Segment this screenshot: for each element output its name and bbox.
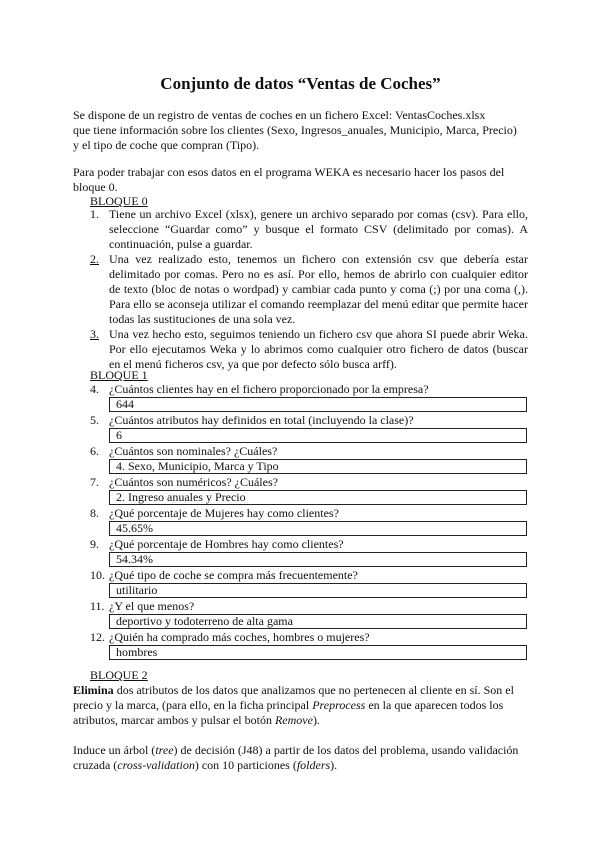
- bloque2-content: [73, 683, 528, 773]
- answer-box[interactable]: 2. Ingreso anuales y Precio: [109, 490, 527, 505]
- italic-term: Remove: [274, 713, 313, 727]
- answer-box[interactable]: 4. Sexo, Municipio, Marca y Tipo: [109, 459, 527, 474]
- question-number: 11.: [90, 599, 105, 613]
- question-number: 9.: [90, 537, 99, 551]
- bloque0-title: BLOQUE 0: [90, 194, 148, 208]
- answer-box[interactable]: 644: [109, 397, 527, 412]
- question-item: [73, 599, 528, 629]
- italic-term: tree: [155, 743, 174, 757]
- intro-line: que tiene información sobre los clientes (Sexo, Ingresos_anuales, Municipio, Marca, Precio): [73, 123, 517, 137]
- bold-keyword: Elimina: [73, 683, 114, 697]
- text-run: dos atributos de los datos que analizamos que no pertenecen al cliente en sí. Son el precio y la marca, (para ello, en la ficha principal: [73, 683, 514, 712]
- intro-paragraph-2: [73, 165, 504, 195]
- question-text: ¿Quién ha comprado más coches, hombres o mujeres?: [109, 630, 370, 644]
- step-text: Tiene un archivo Excel (xlsx), genere un archivo separado por comas (csv). Para ello, seleccione “Guardar como” y busque el formato CSV (delimitado por comas). A continuación, pulse a guardar.: [109, 207, 528, 251]
- text-run: ) de decisión (J48) a partir de los datos del problema, usando validación cruzada (: [73, 743, 519, 772]
- question-text: ¿Qué porcentaje de Mujeres hay como clientes?: [109, 506, 339, 520]
- question-text: ¿Qué tipo de coche se compra más frecuentemente?: [109, 568, 358, 582]
- question-text: ¿Qué porcentaje de Hombres hay como clientes?: [109, 537, 344, 551]
- question-item: [73, 568, 528, 598]
- question-number: 10.: [90, 568, 105, 582]
- intro-line: Se dispone de un registro de ventas de coches en un fichero Excel: VentasCoches.xlsx: [73, 108, 486, 122]
- question-item: [73, 506, 528, 536]
- step-number: 3.: [90, 327, 99, 341]
- question-text: ¿Cuántos clientes hay en el fichero proporcionado por la empresa?: [109, 382, 429, 396]
- question-number: 4.: [90, 382, 99, 396]
- step-text: Una vez realizado esto, tenemos un fichero con extensión csv que debería estar delimitado por comas. Pero no es así. Por ello, hemos de abrirlo con cualquier editor de texto (bloc de notas o wordpad) y cambiar cada punto y coma (;) por una coma (,). Para ello se aconseja utilizar el comando reemplazar del menú editar que permite hacer todas las sustituciones de una sola vez.: [109, 252, 528, 326]
- italic-term: Preprocess: [312, 698, 366, 712]
- question-text: ¿Cuántos atributos hay definidos en total (incluyendo la clase)?: [109, 413, 414, 427]
- question-item: [73, 537, 528, 567]
- answer-box[interactable]: 6: [109, 428, 527, 443]
- intro-line: bloque 0.: [73, 180, 118, 194]
- bloque2-title: BLOQUE 2: [90, 668, 148, 682]
- question-item: [73, 630, 528, 660]
- bloque1-title: BLOQUE 1: [90, 368, 148, 382]
- answer-box[interactable]: hombres: [109, 645, 527, 660]
- bloque1-questions: [73, 382, 528, 661]
- question-text: ¿Cuántos son numéricos? ¿Cuáles?: [109, 475, 278, 489]
- text-run: ) con 10 particiones (: [194, 758, 297, 772]
- italic-term: folders: [296, 758, 331, 772]
- answer-box[interactable]: deportivo y todoterreno de alta gama: [109, 614, 527, 629]
- question-item: [73, 382, 528, 412]
- answer-box[interactable]: 54.34%: [109, 552, 527, 567]
- question-item: [73, 413, 528, 443]
- question-number: 12.: [90, 630, 105, 644]
- answer-box[interactable]: 45.65%: [109, 521, 527, 536]
- question-number: 5.: [90, 413, 99, 427]
- step-item: [73, 207, 528, 252]
- question-text: ¿Y el que menos?: [109, 599, 195, 613]
- text-run: en la que aparecen todos los atributos, marcar ambos y pulsar el botón: [73, 698, 504, 727]
- step-number: 1.: [90, 207, 99, 221]
- bloque0-steps: [73, 207, 528, 372]
- question-item: [73, 444, 528, 474]
- answer-box[interactable]: utilitario: [109, 583, 527, 598]
- document-title: Conjunto de datos “Ventas de Coches”: [160, 74, 441, 93]
- step-item: [73, 252, 528, 327]
- italic-term: cross-validation: [117, 758, 195, 772]
- text-run: Induce un árbol (: [73, 743, 156, 757]
- question-number: 8.: [90, 506, 99, 520]
- intro-line: y el tipo de coche que compran (Tipo).: [73, 138, 260, 152]
- question-number: 6.: [90, 444, 99, 458]
- step-item: [73, 327, 528, 372]
- step-text: Una vez hecho esto, seguimos teniendo un fichero csv que ahora SI puede abrir Weka. Por ello ejecutamos Weka y lo abrimos como cualquier otro fichero de datos (buscar en el menú ficheros csv, ya que por defecto sólo busca arff).: [109, 327, 528, 371]
- question-number: 7.: [90, 475, 99, 489]
- bloque2-paragraph-2: [73, 743, 528, 773]
- bloque2-paragraph-1: [73, 683, 528, 728]
- question-text: ¿Cuántos son nominales? ¿Cuáles?: [109, 444, 278, 458]
- intro-paragraph: [73, 108, 517, 153]
- text-run: ).: [330, 758, 338, 772]
- step-number: 2.: [90, 252, 99, 266]
- text-run: ).: [312, 713, 320, 727]
- question-item: [73, 475, 528, 505]
- intro-line: Para poder trabajar con esos datos en el programa WEKA es necesario hacer los pasos del: [73, 165, 505, 179]
